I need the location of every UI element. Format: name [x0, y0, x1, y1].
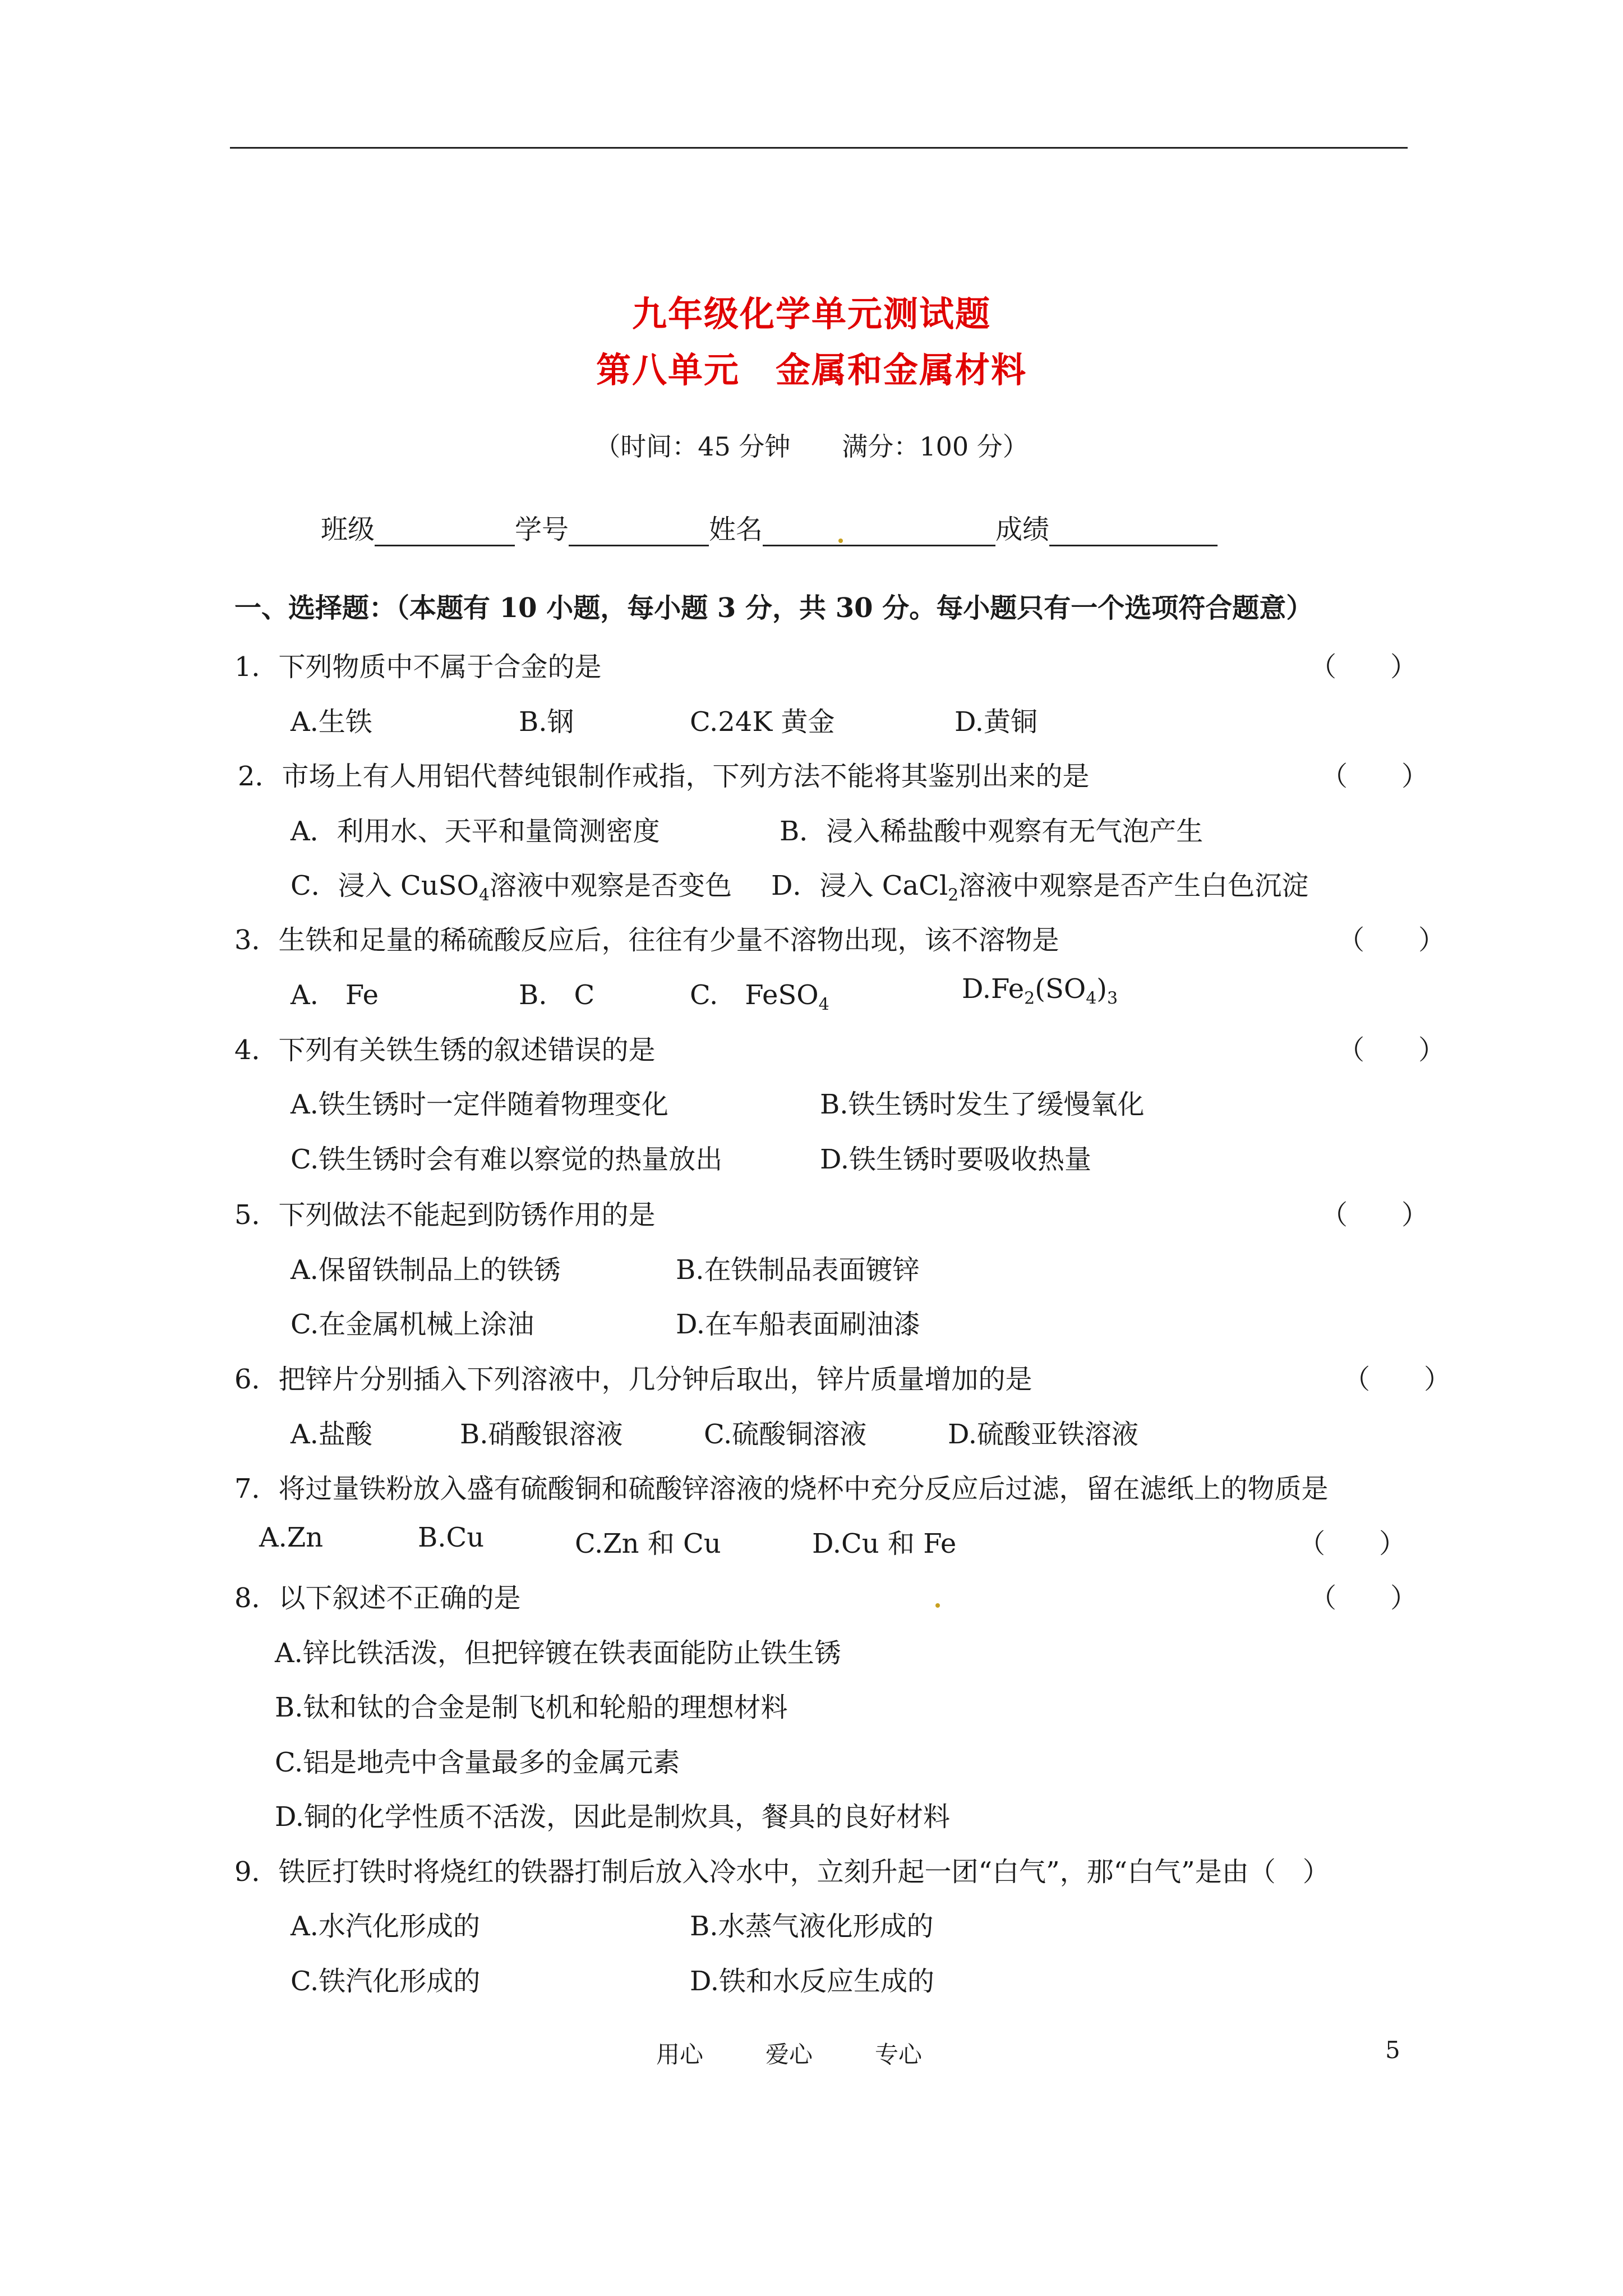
- answer-paren: （ ）: [1321, 1199, 1429, 1231]
- option-c: C.铁生锈时会有难以察觉的热量放出: [291, 1144, 723, 1175]
- option-b: B.在铁制品表面镀锌: [676, 1254, 920, 1286]
- score-field[interactable]: [1049, 517, 1218, 546]
- exam-meta: （时间：45 分钟 满分：100 分）: [594, 431, 1029, 462]
- speck-mark: [838, 539, 843, 543]
- question-stem: 3．生铁和足量的稀硫酸反应后，往往有少量不溶物出现，该不溶物是: [234, 924, 1059, 956]
- option-a: A.锌比铁活泼，但把锌镀在铁表面能防止铁生锈: [275, 1637, 841, 1669]
- score-label: 成绩: [995, 514, 1050, 545]
- unit-subtitle: 第八单元 金属和金属材料: [596, 349, 1027, 390]
- option-c: C.Zn 和 Cu: [575, 1528, 721, 1559]
- option-d: D.硫酸亚铁溶液: [948, 1419, 1139, 1450]
- id-label: 学号: [515, 514, 569, 545]
- option-a: A.生铁: [291, 706, 372, 738]
- answer-paren: （ ）: [1310, 651, 1418, 683]
- option-c: C.铁汽化形成的: [291, 1966, 481, 1997]
- option-a: A.铁生锈时一定伴随着物理变化: [291, 1089, 668, 1120]
- question-stem: 9．铁匠打铁时将烧红的铁器打制后放入冷水中，立刻升起一团“白气”，那“白气”是由（ ）: [234, 1856, 1330, 1888]
- option-d: D.铁生锈时要吸收热量: [820, 1144, 1092, 1175]
- name-field[interactable]: [763, 517, 995, 546]
- option-a: A.保留铁制品上的铁锈: [291, 1254, 561, 1286]
- option-b: B.铁生锈时发生了缓慢氧化: [820, 1089, 1145, 1120]
- option-b: B.Cu: [418, 1522, 485, 1553]
- option-d: $D.Fe_2(SO_4)_3$: [962, 973, 1118, 1009]
- page-number: 5: [1385, 2036, 1400, 2064]
- option-d: D.铜的化学性质不活泼，因此是制炊具，餐具的良好材料: [275, 1801, 951, 1833]
- page-title: 九年级化学单元测试题: [631, 293, 991, 334]
- answer-paren: （ ）: [1310, 1582, 1418, 1614]
- question-stem: 4．下列有关铁生锈的叙述错误的是: [234, 1034, 656, 1066]
- option-a: A.水汽化形成的: [291, 1911, 480, 1942]
- option-d: D.黄铜: [955, 706, 1038, 738]
- section-heading: 一、选择题：（本题有 10 小题，每小题 3 分，共 30 分。每小题只有一个选项符合题意）: [234, 592, 1313, 624]
- option-d: D.铁和水反应生成的: [690, 1966, 935, 1997]
- option-b: B. C: [519, 979, 595, 1011]
- option-d: D．浸入 CaCl$_2$溶液中观察是否产生白色沉淀: [771, 870, 1309, 905]
- option-c: C．浸入 CuSO$_4$溶液中观察是否变色: [291, 870, 732, 905]
- option-c: C.硫酸铜溶液: [704, 1419, 867, 1450]
- name-label: 姓名: [709, 514, 763, 545]
- option-a: A．利用水、天平和量筒测密度: [291, 816, 660, 847]
- id-field[interactable]: [569, 517, 709, 546]
- option-a: A.盐酸: [291, 1419, 372, 1450]
- question-stem: 5．下列做法不能起到防锈作用的是: [234, 1199, 656, 1231]
- class-field[interactable]: [375, 517, 515, 546]
- footer-motto-3: 专心: [875, 2041, 923, 2068]
- question-stem: 8．以下叙述不正确的是: [234, 1582, 521, 1614]
- option-b: B．浸入稀盐酸中观察有无气泡产生: [780, 816, 1204, 847]
- option-b: B.钢: [519, 706, 574, 738]
- header-rule: [230, 147, 1408, 149]
- question-stem: 2．市场上有人用铝代替纯银制作戒指，下列方法不能将其鉴别出来的是: [238, 761, 1090, 792]
- answer-paren: （ ）: [1338, 1034, 1446, 1066]
- footer-motto-2: 爱心: [766, 2041, 813, 2068]
- student-info-row: [321, 508, 1218, 546]
- answer-paren: （ ）: [1343, 1364, 1451, 1395]
- question-stem: 6．把锌片分别插入下列溶液中，几分钟后取出，锌片质量增加的是: [234, 1364, 1032, 1395]
- option-c: C.铝是地壳中含量最多的金属元素: [275, 1747, 680, 1778]
- option-b: B.硝酸银溶液: [460, 1419, 623, 1450]
- answer-paren: （ ）: [1298, 1528, 1407, 1559]
- option-d: D.Cu 和 Fe: [812, 1528, 957, 1559]
- option-d: D.在车船表面刷油漆: [676, 1309, 921, 1340]
- option-c: C. FeSO$_4$: [690, 979, 829, 1015]
- question-stem: 1．下列物质中不属于合金的是: [234, 651, 602, 683]
- class-label: 班级: [321, 514, 375, 545]
- option-c: C.在金属机械上涂油: [291, 1309, 534, 1340]
- footer-motto-1: 用心: [656, 2041, 704, 2068]
- speck-mark: [935, 1603, 940, 1608]
- option-a: A.Zn: [259, 1522, 324, 1553]
- question-stem: 7．将过量铁粉放入盛有硫酸铜和硫酸锌溶液的烧杯中充分反应后过滤，留在滤纸上的物质是: [234, 1473, 1329, 1504]
- option-b: B.钛和钛的合金是制飞机和轮船的理想材料: [275, 1692, 788, 1723]
- answer-paren: （ ）: [1338, 924, 1446, 956]
- answer-paren: （ ）: [1321, 761, 1429, 792]
- option-b: B.水蒸气液化形成的: [690, 1911, 934, 1942]
- option-c: C.24K 黄金: [690, 706, 835, 738]
- option-a: A. Fe: [291, 979, 379, 1011]
